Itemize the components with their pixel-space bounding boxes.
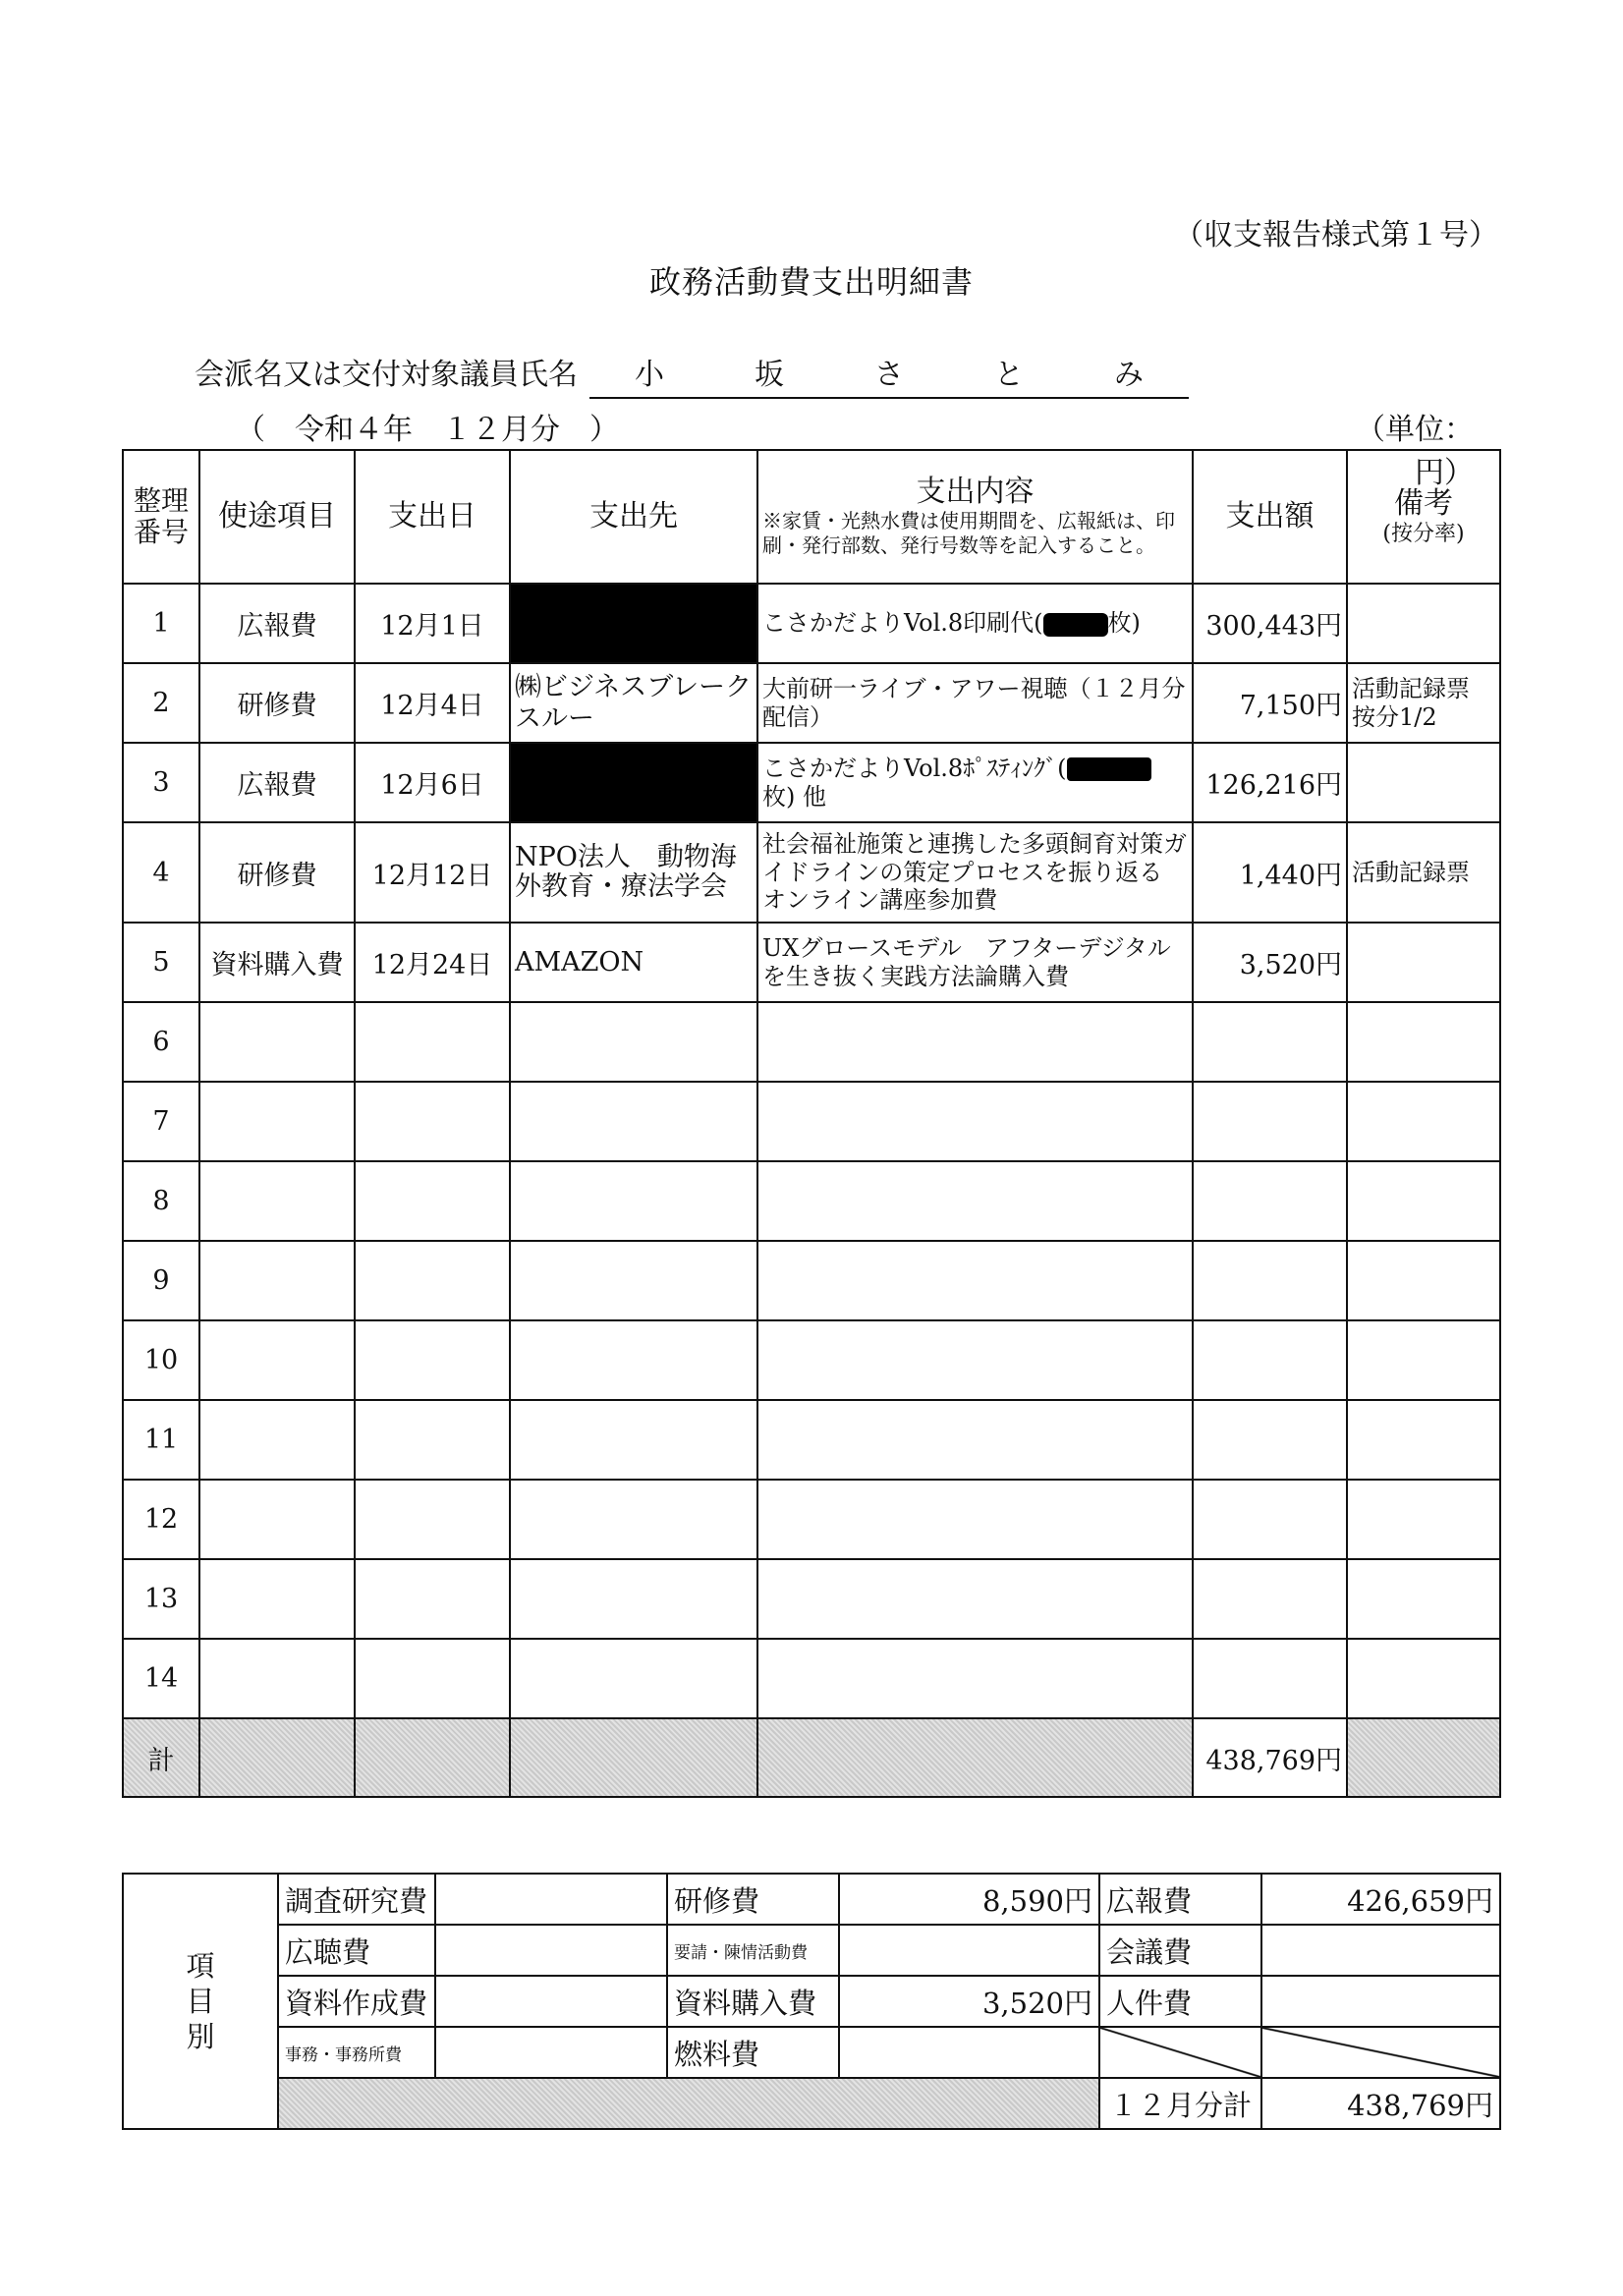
- row-date: 12月24日: [355, 923, 510, 1002]
- redaction-mark: [1043, 613, 1108, 637]
- row-no: 3: [123, 743, 199, 822]
- summary-value: [839, 1925, 1099, 1976]
- row-no: 8: [123, 1161, 199, 1241]
- header-remarks-sub: (按分率): [1382, 521, 1465, 546]
- summary-label: 会議費: [1099, 1925, 1261, 1976]
- header-content-label: 支出内容: [916, 474, 1035, 509]
- table-row: [123, 1320, 1500, 1400]
- table-row: [123, 1002, 1500, 1082]
- summary-label: 広報費: [1099, 1874, 1261, 1925]
- header-content-note: ※家賃・光熱水費は使用期間を、広報紙は、印刷・発行部数、発行号数等を記入すること。: [762, 509, 1175, 558]
- summary-row: [123, 2027, 1500, 2078]
- summary-label: 燃料費: [667, 2027, 839, 2078]
- month-total-label: １２月分計: [1099, 2078, 1261, 2129]
- row-no: 10: [123, 1320, 199, 1400]
- summary-row: [123, 1925, 1500, 1976]
- row-category: 資料購入費: [199, 923, 355, 1002]
- header-amount: 支出額: [1193, 450, 1347, 584]
- table-row: [123, 923, 1500, 1002]
- row-category: 研修費: [199, 663, 355, 743]
- row-no: 5: [123, 923, 199, 1002]
- summary-value: [435, 1925, 667, 1976]
- row-no: 7: [123, 1082, 199, 1161]
- total-label: 計: [123, 1718, 199, 1797]
- row-category: 広報費: [199, 584, 355, 663]
- header-content: [757, 450, 1193, 584]
- row-content: [757, 743, 1193, 822]
- summary-value: [435, 1976, 667, 2027]
- summary-value: [839, 2027, 1099, 2078]
- row-remarks: 活動記録票 按分1/2: [1347, 663, 1500, 743]
- header-remarks-label: 備考: [1394, 486, 1453, 522]
- summary-value: [435, 1874, 667, 1925]
- document-title: 政務活動費支出明細書: [648, 263, 974, 301]
- summary-row: [123, 1874, 1500, 1925]
- row-content-part: 枚) 他: [762, 782, 826, 811]
- header-payee: 支出先: [510, 450, 757, 584]
- member-name-char: み: [1114, 358, 1144, 392]
- table-row: [123, 584, 1500, 663]
- row-no: 9: [123, 1241, 199, 1320]
- row-remarks: [1347, 584, 1500, 663]
- header-no: 整理番号: [123, 450, 199, 584]
- summary-label: 要請・陳情活動費: [667, 1925, 839, 1976]
- row-payee: AMAZON: [510, 923, 757, 1002]
- row-amount: 300,443円: [1193, 584, 1347, 663]
- row-payee: ㈱ビジネスブレークスルー: [510, 663, 757, 743]
- member-name: [589, 350, 1189, 399]
- row-amount: 1,440円: [1193, 822, 1347, 923]
- summary-row: [123, 1976, 1500, 2027]
- summary-value: 3,520円: [839, 1976, 1099, 2027]
- row-content-part: こさかだよりVol.8印刷代(: [762, 609, 1043, 638]
- redaction-mark: [1067, 757, 1151, 781]
- summary-total-row: [123, 2078, 1500, 2129]
- summary-by-item: [122, 1873, 1501, 2130]
- table-row: [123, 1161, 1500, 1241]
- member-label: 会派名又は交付対象議員氏名: [195, 358, 578, 392]
- member-name-char: 坂: [755, 358, 784, 392]
- redacted-payee: [510, 584, 757, 663]
- row-content: 社会福祉施策と連携した多頭飼育対策ガイドラインの策定プロセスを振り返る オンライン講座参加費: [757, 822, 1193, 923]
- table-row: [123, 1082, 1500, 1161]
- row-no: 2: [123, 663, 199, 743]
- summary-value: [1261, 1976, 1500, 2027]
- table-row: [123, 1400, 1500, 1480]
- row-content: [757, 584, 1193, 663]
- table-row: [123, 1559, 1500, 1639]
- row-no: 14: [123, 1639, 199, 1718]
- month-total-amount: 438,769円: [1261, 2078, 1500, 2129]
- total-amount: 438,769円: [1193, 1718, 1347, 1797]
- row-date: 12月6日: [355, 743, 510, 822]
- summary-label: 調査研究費: [278, 1874, 435, 1925]
- summary-value: 8,590円: [839, 1874, 1099, 1925]
- row-content: 大前研一ライブ・アワー視聴（１２月分配信）: [757, 663, 1193, 743]
- row-amount: 7,150円: [1193, 663, 1347, 743]
- period: （ 令和４年 １２月分 ）: [236, 413, 619, 447]
- table-row: [123, 663, 1500, 743]
- row-date: 12月4日: [355, 663, 510, 743]
- unit-label: （単位：円）: [1356, 413, 1474, 490]
- expense-table: [122, 449, 1501, 1798]
- row-no: 11: [123, 1400, 199, 1480]
- row-no: 6: [123, 1002, 199, 1082]
- row-content-part: こさかだよりVol.8ﾎﾟｽﾃｨﾝｸﾞ(: [762, 754, 1067, 782]
- summary-value: [1261, 1925, 1500, 1976]
- table-row: [123, 1639, 1500, 1718]
- header-date: 支出日: [355, 450, 510, 584]
- row-no: 13: [123, 1559, 199, 1639]
- summary-side-label: 項目別: [123, 1874, 278, 2129]
- row-category: 研修費: [199, 822, 355, 923]
- form-number: （収支報告様式第１号）: [1174, 218, 1498, 252]
- header-remarks: [1347, 450, 1500, 584]
- row-no: 12: [123, 1480, 199, 1559]
- summary-label: 資料購入費: [667, 1976, 839, 2027]
- header-category: 使途項目: [199, 450, 355, 584]
- row-date: 12月12日: [355, 822, 510, 923]
- row-payee: NPO法人 動物海外教育・療法学会: [510, 822, 757, 923]
- row-remarks: 活動記録票: [1347, 822, 1500, 923]
- table-header-row: [123, 450, 1500, 584]
- summary-label: 事務・事務所費: [278, 2027, 435, 2078]
- row-amount: 126,216円: [1193, 743, 1347, 822]
- row-content: UXグロースモデル アフターデジタルを生き抜く実践方法論購入費: [757, 923, 1193, 1002]
- table-row: [123, 822, 1500, 923]
- summary-value: 426,659円: [1261, 1874, 1500, 1925]
- member-name-char: と: [994, 358, 1024, 392]
- summary-label: 広聴費: [278, 1925, 435, 1976]
- row-no: 4: [123, 822, 199, 923]
- member-name-char: 小: [635, 358, 664, 392]
- table-row: [123, 1241, 1500, 1320]
- row-no: 1: [123, 584, 199, 663]
- redacted-payee: [510, 743, 757, 822]
- row-remarks: [1347, 743, 1500, 822]
- summary-label: 研修費: [667, 1874, 839, 1925]
- summary-label: 人件費: [1099, 1976, 1261, 2027]
- summary-label: 資料作成費: [278, 1976, 435, 2027]
- summary-value: [435, 2027, 667, 2078]
- table-row: [123, 743, 1500, 822]
- summary-diagonal-cell: [1099, 2027, 1261, 2078]
- table-row: [123, 1480, 1500, 1559]
- member-name-char: さ: [874, 358, 904, 392]
- total-row: [123, 1718, 1500, 1797]
- row-remarks: [1347, 923, 1500, 1002]
- row-content-part: 枚): [1107, 609, 1141, 638]
- row-date: 12月1日: [355, 584, 510, 663]
- row-category: 広報費: [199, 743, 355, 822]
- summary-diagonal-cell: [1261, 2027, 1500, 2078]
- row-amount: 3,520円: [1193, 923, 1347, 1002]
